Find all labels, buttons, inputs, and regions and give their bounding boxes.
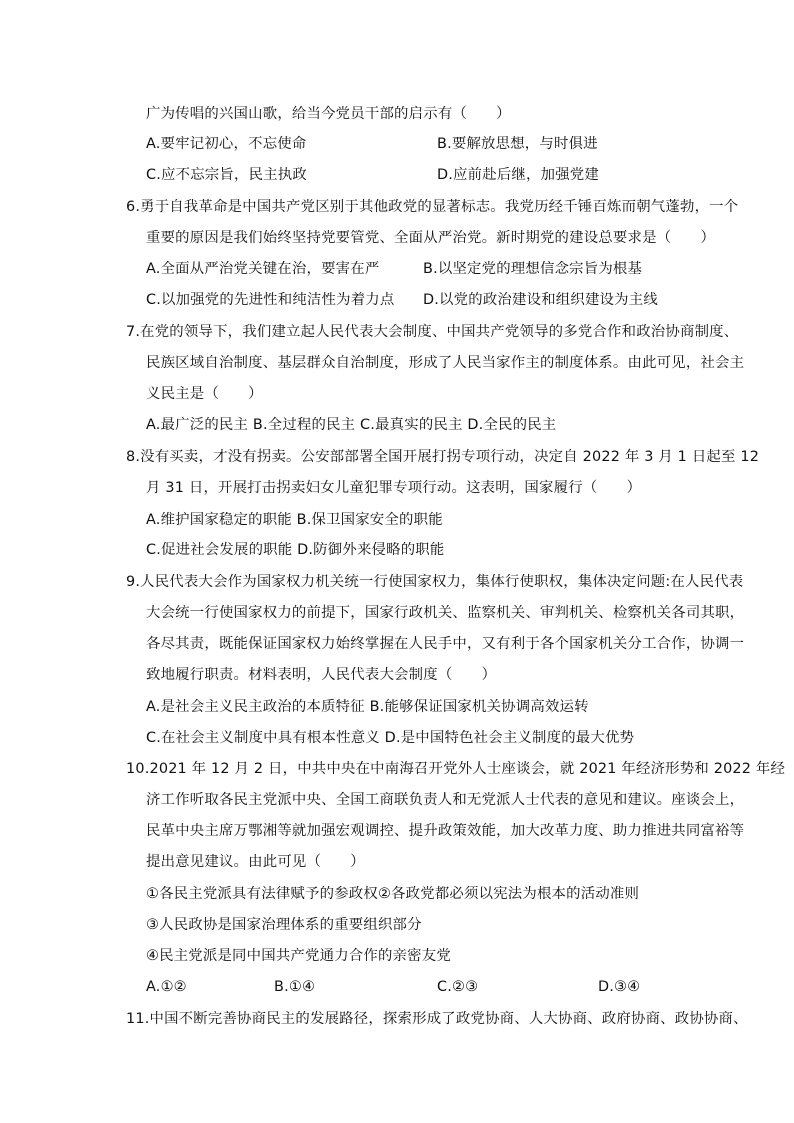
question-6-stem-line-1: 6.勇于自我革命是中国共产党区别于其他政党的显著标志。我党历经千锤百炼而朝气蓬勃，一个 (126, 199, 739, 215)
question-10-stem-line-1: 10.2021 年 12 月 2 日，中共中央在中南海召开党外人士座谈会，就 2021 年经济形势和 2022 年经 (126, 761, 786, 777)
question-9-stem-line-1: 9.人民代表大会作为国家权力机关统一行使国家权力，集体行使职权，集体决定问题:在人民代表 (126, 574, 744, 590)
question-10-statement-4: ④民主党派是同中国共产党通力合作的亲密友党 (146, 948, 451, 964)
question-10-option-b: B.①④ (274, 979, 316, 995)
question-5-option-c: C.应不忘宗旨，民主执政 (146, 167, 307, 183)
question-8-stem-line-1: 8.没有买卖，才没有拐卖。公安部部署全国开展打拐专项行动，决定自 2022 年 3 月 1 日起至 12 (126, 449, 760, 465)
question-9-options-ab: A.是社会主义民主政治的本质特征 B.能够保证国家机关协调高效运转 (146, 699, 589, 715)
question-5-option-b: B.要解放思想，与时俱进 (437, 136, 598, 152)
question-5-stem-tail: 广为传唱的兴国山歌，给当今党员干部的启示有（ ） (146, 106, 511, 122)
question-6-option-c: C.以加强党的先进性和纯洁性为着力点 (146, 292, 395, 308)
question-10-option-c: C.②③ (437, 979, 479, 995)
question-9-options-cd: C.在社会主义制度中具有根本性意义 D.是中国特色社会主义制度的最大优势 (146, 730, 635, 746)
question-7-stem-line-3: 义民主是（ ） (146, 386, 263, 402)
question-8-stem-line-2: 月 31 日，开展打击拐卖妇女儿童犯罪专项行动。这表明，国家履行（ ） (146, 480, 642, 496)
question-10-option-a: A.①② (146, 979, 187, 995)
question-7-options: A.最广泛的民主 B.全过程的民主 C.最真实的民主 D.全民的民主 (146, 417, 557, 433)
question-7-stem-line-1: 7.在党的领导下，我们建立起人民代表大会制度、中国共产党领导的多党合作和政治协商制度、 (126, 324, 739, 340)
question-10-option-d: D.③④ (598, 979, 641, 995)
question-9-stem-line-3: 各尽其责，既能保证国家权力始终掌握在人民手中，又有利于各个国家机关分工合作，协调一 (146, 636, 745, 652)
question-10-statement-3: ③人民政协是国家治理体系的重要组织部分 (146, 917, 422, 933)
question-9-stem-line-4: 致地履行职责。材料表明，人民代表大会制度（ ） (146, 667, 497, 683)
question-6-option-a: A.全面从严治党关键在治，要害在严 (146, 261, 380, 277)
question-10-stem-line-2: 济工作听取各民主党派中央、全国工商联负责人和无党派人士代表的意见和建议。座谈会上， (146, 792, 745, 808)
question-5-option-a: A.要牢记初心，不忘使命 (146, 136, 307, 152)
question-5-option-d: D.应前赴后继，加强党建 (437, 167, 599, 183)
question-10-statements-1-2: ①各民主党派具有法律赋予的参政权②各政党都必须以宪法为根本的活动准则 (146, 886, 640, 902)
question-7-stem-line-2: 民族区域自治制度、基层群众自治制度，形成了人民当家作主的制度体系。由此可见，社会主 (146, 355, 745, 371)
question-9-stem-line-2: 大会统一行使国家权力的前提下，国家行政机关、监察机关、审判机关、检察机关各司其职， (146, 605, 745, 621)
question-8-options-ab: A.维护国家稳定的职能 B.保卫国家安全的职能 (146, 512, 443, 528)
question-10-stem-line-4: 提出意见建议。由此可见（ ） (146, 854, 365, 870)
question-11-stem-line-1: 11.中国不断完善协商民主的发展路径，探索形成了政党协商、人大协商、政府协商、政协协商、 (126, 1011, 748, 1027)
question-8-options-cd: C.促进社会发展的职能 D.防御外来侵略的职能 (146, 542, 445, 558)
question-6-option-d: D.以党的政治建设和组织建设为主线 (423, 292, 658, 308)
question-6-stem-line-2: 重要的原因是我们始终坚持党要管党、全面从严治党。新时期党的建设总要求是（ ） (146, 230, 716, 246)
question-6-option-b: B.以坚定党的理想信念宗旨为根基 (423, 261, 643, 277)
question-10-stem-line-3: 民革中央主席万鄂湘等就加强宏观调控、提升政策效能，加大改革力度、助力推进共同富裕等 (146, 823, 745, 839)
